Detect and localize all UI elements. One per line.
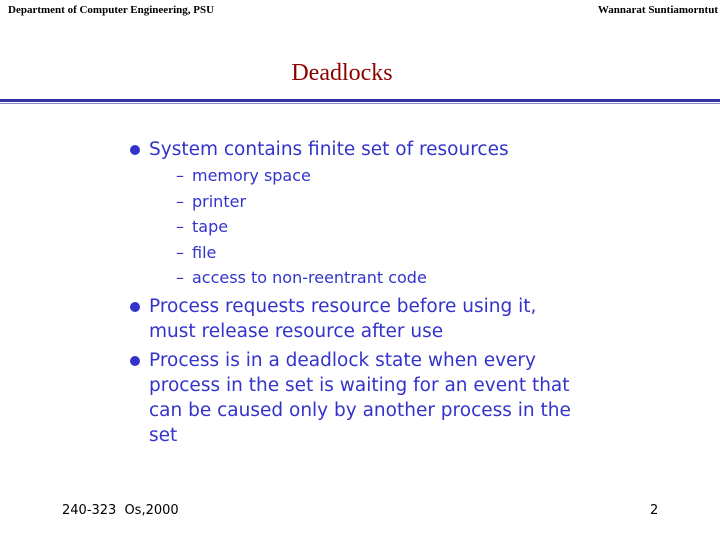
slide-title: Deadlocks <box>291 60 393 86</box>
sub-bullet-text: file <box>192 242 217 262</box>
dash-icon: – <box>176 242 184 262</box>
sub-bullet-item <box>149 163 580 189</box>
sub-bullet-text: access to non-reentrant code <box>192 268 427 287</box>
bullet-text: Process is in a deadlock state when every process in the set is waiting for an event that can be caused only by another process in the set <box>149 349 571 446</box>
sub-bullet-text: memory space <box>192 166 311 185</box>
footer-page-number: 2 <box>650 503 659 518</box>
bullet-item <box>130 294 580 344</box>
dash-icon: – <box>176 268 184 287</box>
sub-bullet-text: tape <box>192 217 229 236</box>
bullet-item <box>130 137 580 291</box>
title-divider-shadow <box>0 103 720 104</box>
title-divider <box>0 99 720 102</box>
sub-bullet-item <box>149 189 580 215</box>
bullet-text: Process requests resource before using it, must release resource after use <box>149 295 537 342</box>
bullet-icon <box>130 356 140 366</box>
bullet-item <box>130 348 580 448</box>
dash-icon: – <box>176 217 184 236</box>
header-author: Wannarat Suntiamorntut <box>597 4 718 16</box>
bullet-icon <box>130 145 140 155</box>
sub-bullet-item <box>149 265 580 291</box>
sub-bullet-list <box>149 163 580 291</box>
sub-bullet-item <box>149 240 580 266</box>
sub-bullet-text: printer <box>192 191 247 211</box>
slide-content <box>130 137 580 448</box>
header-department: Department of Computer Engineering, PSU <box>8 4 215 16</box>
bullet-icon <box>130 302 140 312</box>
bullet-text: System contains finite set of resources <box>149 139 509 160</box>
dash-icon: – <box>176 191 184 211</box>
sub-bullet-item <box>149 214 580 240</box>
footer-course: 240-323 Os,2000 <box>62 503 179 518</box>
dash-icon: – <box>176 166 184 185</box>
